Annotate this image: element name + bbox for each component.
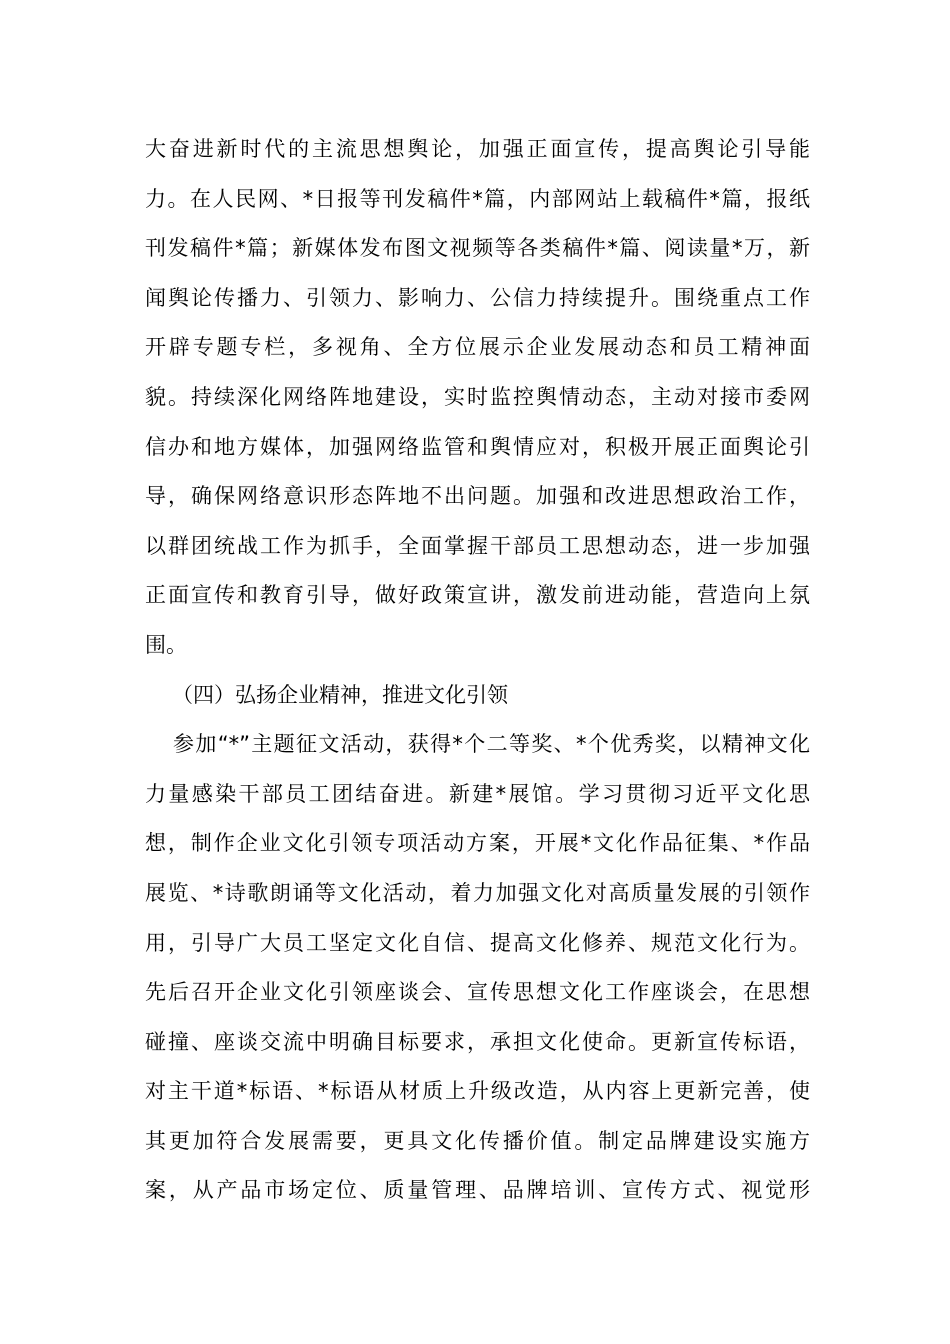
text-line: 对主干道*标语、*标语从材质上升级改造，从内容上更新完善，使 (145, 1079, 810, 1104)
text-line: 大奋进新时代的主流思想舆论，加强正面宣传，提高舆论引导能 (145, 137, 810, 161)
text-line: 先后召开企业文化引领座谈会、宣传思想文化工作座谈会，在思想 (145, 980, 810, 1005)
text-line: 力。在人民网、*日报等刊发稿件*篇，内部网站上载稿件*篇，报纸 (145, 186, 810, 211)
document-body (145, 125, 810, 1216)
text-line: 闻舆论传播力、引领力、影响力、公信力持续提升。围绕重点工作 (145, 285, 810, 310)
text-line: 案，从产品市场定位、质量管理、品牌培训、宣传方式、视觉形 (145, 1178, 810, 1203)
text-line: 开辟专题专栏，多视角、全方位展示企业发展动态和员工精神面 (145, 335, 810, 360)
text-line: 参加“*”主题征文活动，获得*个二等奖、*个优秀奖，以精神文化 (173, 732, 810, 757)
text-line: 围。 (145, 632, 187, 657)
text-line: 想，制作企业文化引领专项活动方案，开展*文化作品征集、*作品 (145, 831, 810, 856)
text-line: 用，引导广大员工坚定文化自信、提高文化修养、规范文化行为。 (145, 930, 810, 955)
paragraph-culture (145, 720, 810, 1216)
text-line: 刊发稿件*篇；新媒体发布图文视频等各类稿件*篇、阅读量*万，新 (145, 236, 810, 261)
text-line: 信办和地方媒体，加强网络监管和舆情应对，积极开展正面舆论引 (145, 434, 810, 459)
text-line: 貌。持续深化网络阵地建设，实时监控舆情动态，主动对接市委网 (145, 384, 810, 409)
text-line: 展览、*诗歌朗诵等文化活动，着力加强文化对高质量发展的引领作 (145, 880, 810, 905)
text-line: 导，确保网络意识形态阵地不出问题。加强和改进思想政治工作， (145, 484, 810, 509)
paragraph-propaganda (145, 125, 810, 671)
text-line: 碰撞、座谈交流中明确目标要求，承担文化使命。更新宣传标语， (145, 1029, 810, 1054)
text-line: 以群团统战工作为抓手，全面掌握干部员工思想动态，进一步加强 (145, 533, 810, 558)
text-line: 其更加符合发展需要，更具文化传播价值。制定品牌建设实施方 (145, 1128, 810, 1153)
section-heading: （四）弘扬企业精神，推进文化引领 (172, 682, 508, 707)
text-line: 力量感染干部员工团结奋进。新建*展馆。学习贯彻习近平文化思 (145, 781, 810, 806)
text-line: 正面宣传和教育引导，做好政策宣讲，激发前进动能，营造向上氛 (145, 583, 810, 608)
